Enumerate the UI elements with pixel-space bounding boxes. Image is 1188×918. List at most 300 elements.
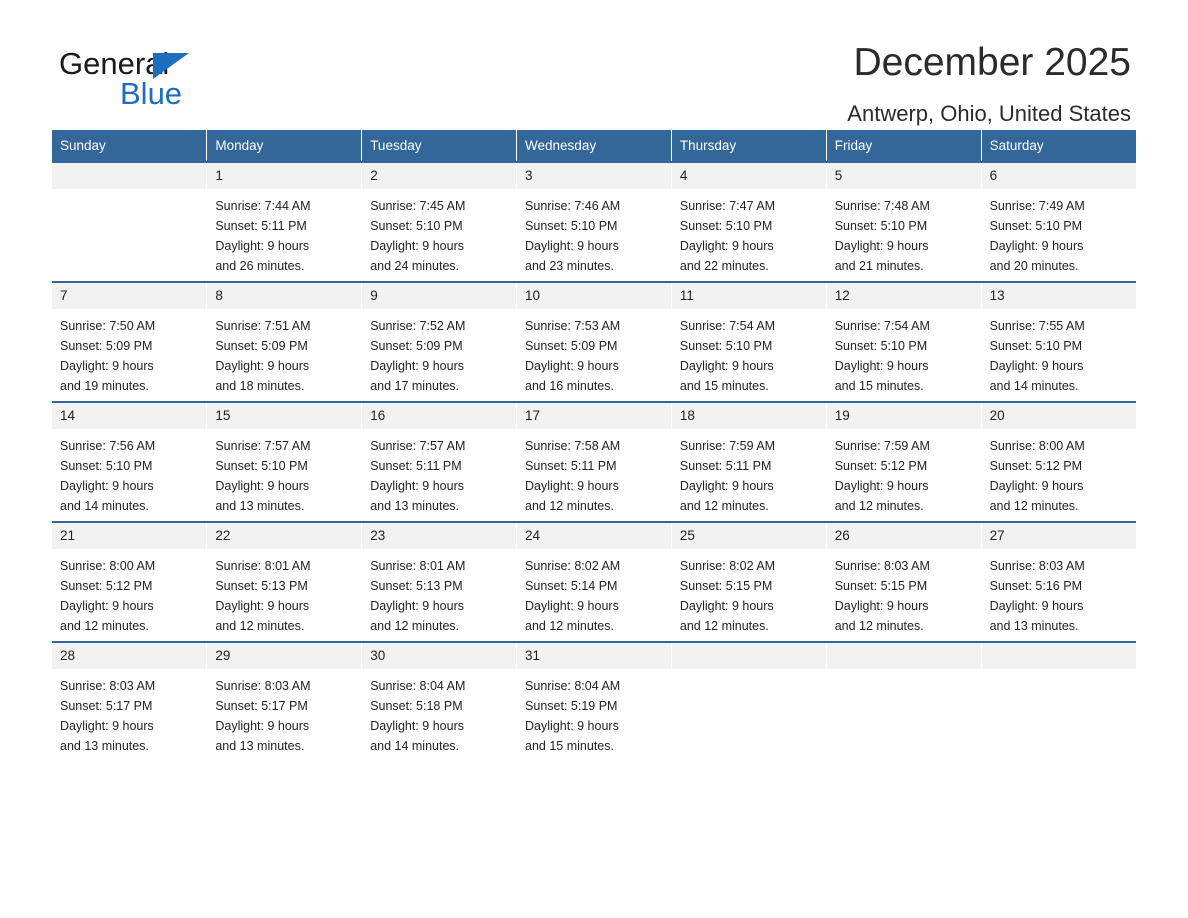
day-cell-content (827, 283, 981, 401)
day-info-daylight2: and 12 minutes. (679, 619, 769, 633)
day-number-band (827, 523, 981, 549)
calendar-day-cell[interactable] (517, 282, 672, 402)
day-info (207, 549, 361, 636)
day-number-band (982, 283, 1136, 309)
day-number-band (672, 403, 826, 429)
day-number: 18 (679, 408, 695, 423)
day-info-sunset: Sunset: 5:12 PM (989, 459, 1082, 473)
day-info (52, 429, 206, 516)
day-info (207, 429, 361, 516)
day-info-daylight1: Daylight: 9 hours (525, 719, 619, 733)
day-info-sunrise: Sunrise: 7:55 AM (989, 319, 1085, 333)
day-number-band (672, 283, 826, 309)
day-info (982, 309, 1136, 396)
day-info-sunset: Sunset: 5:10 PM (679, 339, 773, 353)
day-info-daylight2: and 13 minutes. (215, 499, 305, 513)
calendar-day-cell[interactable] (671, 162, 826, 282)
day-info (52, 309, 206, 396)
day-number: 23 (370, 528, 386, 543)
day-number: 21 (60, 528, 76, 543)
day-cell-content (982, 643, 1136, 761)
day-info-daylight1: Daylight: 9 hours (679, 479, 774, 493)
calendar-day-cell[interactable] (207, 162, 362, 282)
day-info-sunrise: Sunrise: 8:04 AM (525, 679, 621, 693)
page-header (52, 0, 1136, 126)
day-info-daylight2: and 14 minutes. (370, 739, 460, 753)
day-info-sunset: Sunset: 5:10 PM (989, 219, 1082, 233)
day-info (827, 189, 981, 276)
calendar-day-cell[interactable] (517, 402, 672, 522)
calendar-day-cell[interactable] (362, 402, 517, 522)
day-info-daylight1: Daylight: 9 hours (370, 479, 464, 493)
day-info (207, 309, 361, 396)
day-info-daylight2: and 12 minutes. (370, 619, 460, 633)
day-cell-content (517, 403, 671, 521)
day-info-sunset: Sunset: 5:16 PM (989, 579, 1082, 593)
day-info-daylight2: and 12 minutes. (215, 619, 305, 633)
day-info (517, 429, 671, 516)
day-number-band (207, 163, 361, 189)
day-number: 20 (989, 408, 1005, 423)
day-cell-content (672, 643, 826, 761)
day-info (672, 429, 826, 516)
day-info-sunrise: Sunrise: 7:58 AM (525, 439, 621, 453)
day-info-daylight2: and 14 minutes. (989, 379, 1079, 393)
day-cell-content (52, 523, 206, 641)
day-info (362, 669, 516, 756)
day-info-daylight1: Daylight: 9 hours (989, 239, 1084, 253)
day-info-sunrise: Sunrise: 7:52 AM (370, 319, 466, 333)
day-cell-content (827, 163, 981, 281)
day-info-sunrise: Sunrise: 7:57 AM (215, 439, 311, 453)
day-info-daylight2: and 23 minutes. (525, 259, 614, 273)
day-number-band (207, 523, 361, 549)
day-info (982, 549, 1136, 636)
day-cell-content (362, 643, 516, 761)
day-number-band (207, 283, 361, 309)
calendar-body (52, 162, 1136, 761)
day-info-daylight1: Daylight: 9 hours (989, 479, 1084, 493)
day-info-sunrise: Sunrise: 8:01 AM (215, 559, 311, 573)
day-number-band (517, 283, 671, 309)
calendar-day-cell[interactable] (362, 642, 517, 761)
day-info-sunset: Sunset: 5:10 PM (679, 219, 773, 233)
day-cell-content (517, 283, 671, 401)
day-cell-content (52, 643, 206, 761)
day-number-band (207, 403, 361, 429)
day-info-sunrise: Sunrise: 7:56 AM (60, 439, 156, 453)
day-info (362, 549, 516, 636)
day-cell-content (517, 163, 671, 281)
logo-text-blue: Blue (120, 76, 183, 111)
day-number-band (362, 283, 516, 309)
day-info-sunset: Sunset: 5:11 PM (525, 459, 617, 473)
day-info (362, 189, 516, 276)
day-number-band (52, 403, 206, 429)
day-info-sunrise: Sunrise: 7:54 AM (834, 319, 930, 333)
day-info-sunset: Sunset: 5:19 PM (525, 699, 618, 713)
day-info-daylight1: Daylight: 9 hours (525, 479, 619, 493)
day-cell-content (207, 283, 361, 401)
day-info-daylight1: Daylight: 9 hours (215, 359, 310, 373)
day-info (52, 549, 206, 636)
day-info-daylight2: and 12 minutes. (525, 499, 614, 513)
day-cell-content (207, 163, 361, 281)
day-number (827, 643, 981, 648)
day-info-sunrise: Sunrise: 7:54 AM (679, 319, 776, 333)
day-info (517, 309, 671, 396)
day-number: 13 (989, 288, 1005, 303)
day-info-daylight2: and 26 minutes. (215, 259, 305, 273)
day-info-daylight2: and 13 minutes. (989, 619, 1079, 633)
day-info-daylight2: and 12 minutes. (834, 619, 924, 633)
day-info-daylight2: and 14 minutes. (60, 499, 149, 513)
day-info-daylight1: Daylight: 9 hours (834, 479, 929, 493)
day-info-daylight2: and 12 minutes. (525, 619, 614, 633)
day-number: 3 (525, 168, 533, 183)
day-info-daylight1: Daylight: 9 hours (215, 719, 310, 733)
day-number-band (517, 163, 671, 189)
calendar-day-cell[interactable] (207, 642, 362, 761)
day-info-daylight1: Daylight: 9 hours (370, 719, 464, 733)
day-cell-content (672, 523, 826, 641)
day-number-band (982, 523, 1136, 549)
weekday-header-tuesday: Tuesday (362, 130, 517, 162)
day-number: 7 (60, 288, 68, 303)
day-cell-content (362, 163, 516, 281)
day-info-sunrise: Sunrise: 7:53 AM (525, 319, 621, 333)
day-info-sunrise: Sunrise: 8:03 AM (215, 679, 311, 693)
calendar-day-cell[interactable] (52, 282, 207, 402)
day-info-daylight1: Daylight: 9 hours (215, 239, 310, 253)
day-info (827, 429, 981, 516)
day-info-sunrise: Sunrise: 7:49 AM (989, 199, 1085, 213)
day-info-daylight2: and 12 minutes. (834, 499, 924, 513)
weekday-header-sunday: Sunday (52, 130, 207, 162)
day-info-daylight1: Daylight: 9 hours (834, 359, 929, 373)
day-cell-content (362, 403, 516, 521)
day-info-daylight1: Daylight: 9 hours (679, 359, 774, 373)
day-info-sunset: Sunset: 5:09 PM (60, 339, 153, 353)
day-number: 31 (525, 648, 541, 663)
day-info-daylight2: and 12 minutes. (679, 499, 769, 513)
day-number-band (517, 523, 671, 549)
calendar-day-cell[interactable] (826, 402, 981, 522)
day-number: 27 (989, 528, 1005, 543)
location-subtitle: Antwerp, Ohio, United States (847, 101, 1131, 126)
day-info-sunset: Sunset: 5:10 PM (215, 459, 308, 473)
day-info-daylight1: Daylight: 9 hours (525, 599, 619, 613)
day-cell-content (827, 403, 981, 521)
day-info (207, 189, 361, 276)
day-info-sunrise: Sunrise: 8:02 AM (525, 559, 621, 573)
day-info-sunrise: Sunrise: 7:45 AM (370, 199, 466, 213)
calendar-day-cell[interactable] (517, 522, 672, 642)
day-info-sunset: Sunset: 5:10 PM (525, 219, 618, 233)
day-info-sunrise: Sunrise: 7:47 AM (679, 199, 776, 213)
day-number: 12 (834, 288, 850, 303)
day-number-band (982, 643, 1136, 669)
day-info-sunrise: Sunrise: 7:46 AM (525, 199, 621, 213)
day-info-sunrise: Sunrise: 8:03 AM (834, 559, 930, 573)
day-number: 5 (834, 168, 843, 183)
day-info-daylight2: and 13 minutes. (60, 739, 149, 753)
logo-text-general: General (59, 46, 170, 81)
day-info-daylight2: and 18 minutes. (215, 379, 305, 393)
calendar-day-cell[interactable] (981, 162, 1136, 282)
day-number: 17 (525, 408, 541, 423)
calendar-day-cell[interactable] (981, 282, 1136, 402)
day-number: 19 (834, 408, 850, 423)
day-number-band (672, 163, 826, 189)
logo-triangle-icon (153, 53, 189, 79)
day-number: 29 (215, 648, 231, 663)
calendar-day-cell[interactable] (362, 522, 517, 642)
day-number-band (207, 643, 361, 669)
day-cell-content (982, 163, 1136, 281)
calendar-day-cell[interactable] (52, 402, 207, 522)
day-info-sunset: Sunset: 5:10 PM (989, 339, 1082, 353)
calendar-day-cell[interactable] (207, 522, 362, 642)
calendar-day-cell[interactable] (52, 642, 207, 761)
weekday-header-row (52, 130, 1136, 162)
day-info-sunset: Sunset: 5:10 PM (834, 339, 928, 353)
day-info-sunset: Sunset: 5:10 PM (60, 459, 153, 473)
day-number: 8 (215, 288, 223, 303)
day-number-band (52, 283, 206, 309)
day-number-band (827, 163, 981, 189)
day-number-band (827, 403, 981, 429)
day-number: 24 (525, 528, 541, 543)
weekday-header-saturday: Saturday (981, 130, 1136, 162)
day-info-sunset: Sunset: 5:15 PM (834, 579, 928, 593)
day-cell-content (207, 523, 361, 641)
day-info-sunrise: Sunrise: 7:50 AM (60, 319, 156, 333)
page-title: December 2025 (853, 41, 1131, 84)
calendar-day-cell[interactable] (517, 162, 672, 282)
day-info-daylight1: Daylight: 9 hours (60, 719, 154, 733)
day-info-daylight2: and 24 minutes. (370, 259, 460, 273)
calendar-table (52, 130, 1136, 761)
day-info-sunset: Sunset: 5:09 PM (215, 339, 308, 353)
title-block (847, 40, 1131, 129)
day-info-daylight1: Daylight: 9 hours (679, 239, 774, 253)
day-cell-content (517, 523, 671, 641)
day-info-daylight2: and 15 minutes. (525, 739, 614, 753)
day-cell-content (207, 643, 361, 761)
day-cell-content (672, 403, 826, 521)
calendar-week-row (52, 162, 1136, 282)
day-number-band (517, 643, 671, 669)
day-number: 22 (215, 528, 231, 543)
day-number: 6 (989, 168, 998, 183)
day-cell-content (982, 283, 1136, 401)
day-number: 26 (834, 528, 850, 543)
day-cell-content (52, 403, 206, 521)
day-number-band (362, 643, 516, 669)
calendar-empty-cell (52, 162, 207, 282)
day-info-sunset: Sunset: 5:12 PM (834, 459, 928, 473)
day-info-daylight2: and 15 minutes. (679, 379, 769, 393)
day-number: 16 (370, 408, 386, 423)
day-cell-content (827, 643, 981, 761)
day-info-daylight1: Daylight: 9 hours (525, 359, 619, 373)
calendar-day-cell[interactable] (826, 282, 981, 402)
calendar-day-cell[interactable] (517, 642, 672, 761)
day-info-daylight1: Daylight: 9 hours (989, 599, 1084, 613)
day-info-sunset: Sunset: 5:15 PM (679, 579, 773, 593)
day-cell-content (362, 283, 516, 401)
day-info-daylight1: Daylight: 9 hours (370, 599, 464, 613)
general-blue-logo[interactable] (59, 48, 319, 114)
calendar-day-cell[interactable] (207, 282, 362, 402)
calendar-empty-cell (826, 642, 981, 761)
day-number: 11 (679, 288, 694, 303)
day-number-band (982, 403, 1136, 429)
day-info (672, 549, 826, 636)
day-number: 28 (60, 648, 76, 663)
day-number-band (52, 523, 206, 549)
day-info-sunset: Sunset: 5:10 PM (834, 219, 928, 233)
day-info-sunset: Sunset: 5:11 PM (215, 219, 307, 233)
day-info-sunrise: Sunrise: 8:04 AM (370, 679, 466, 693)
day-info-sunrise: Sunrise: 7:44 AM (215, 199, 311, 213)
calendar-day-cell[interactable] (826, 522, 981, 642)
day-number: 14 (60, 408, 76, 423)
day-info (517, 669, 671, 756)
calendar-day-cell[interactable] (362, 162, 517, 282)
day-info-sunrise: Sunrise: 8:02 AM (679, 559, 776, 573)
day-info-daylight2: and 12 minutes. (989, 499, 1079, 513)
day-info-sunrise: Sunrise: 8:03 AM (989, 559, 1085, 573)
day-number-band (827, 283, 981, 309)
day-number: 30 (370, 648, 386, 663)
calendar-empty-cell (981, 642, 1136, 761)
day-info-daylight2: and 13 minutes. (370, 499, 460, 513)
day-cell-content (827, 523, 981, 641)
day-number-band (982, 163, 1136, 189)
day-info-sunrise: Sunrise: 7:57 AM (370, 439, 466, 453)
calendar-day-cell[interactable] (207, 402, 362, 522)
day-info (982, 429, 1136, 516)
day-info-daylight1: Daylight: 9 hours (834, 239, 929, 253)
day-info-sunrise: Sunrise: 8:03 AM (60, 679, 156, 693)
day-info-daylight2: and 17 minutes. (370, 379, 460, 393)
calendar-day-cell[interactable] (826, 162, 981, 282)
day-info-sunset: Sunset: 5:14 PM (525, 579, 618, 593)
day-info-daylight2: and 13 minutes. (215, 739, 305, 753)
day-info-sunrise: Sunrise: 7:48 AM (834, 199, 930, 213)
day-cell-content (517, 643, 671, 761)
day-info-daylight1: Daylight: 9 hours (60, 479, 154, 493)
calendar-day-cell[interactable] (362, 282, 517, 402)
day-info-sunset: Sunset: 5:17 PM (60, 699, 153, 713)
day-info-daylight2: and 21 minutes. (834, 259, 924, 273)
day-info-daylight1: Daylight: 9 hours (215, 599, 310, 613)
day-cell-content (672, 283, 826, 401)
calendar-day-cell[interactable] (671, 402, 826, 522)
day-cell-content (362, 523, 516, 641)
day-number (672, 643, 826, 648)
day-cell-content (52, 163, 206, 281)
day-info-sunrise: Sunrise: 7:59 AM (679, 439, 776, 453)
day-cell-content (207, 403, 361, 521)
day-number-band (362, 403, 516, 429)
calendar-day-cell[interactable] (981, 522, 1136, 642)
day-info-daylight2: and 20 minutes. (989, 259, 1079, 273)
day-cell-content (52, 283, 206, 401)
day-info (982, 189, 1136, 276)
calendar-week-row (52, 642, 1136, 761)
day-info-sunrise: Sunrise: 7:51 AM (215, 319, 311, 333)
day-number (982, 643, 1136, 648)
day-info-daylight1: Daylight: 9 hours (525, 239, 619, 253)
calendar-day-cell[interactable] (52, 522, 207, 642)
day-info-sunset: Sunset: 5:11 PM (370, 459, 462, 473)
day-number: 2 (370, 168, 378, 183)
day-info-daylight2: and 19 minutes. (60, 379, 149, 393)
day-number-band (362, 523, 516, 549)
day-info (672, 189, 826, 276)
day-number: 9 (370, 288, 378, 303)
day-info (827, 549, 981, 636)
day-number: 10 (525, 288, 541, 303)
day-cell-content (982, 403, 1136, 521)
day-number-band (517, 403, 671, 429)
day-info-daylight2: and 15 minutes. (834, 379, 924, 393)
day-info (52, 669, 206, 756)
day-info-sunset: Sunset: 5:11 PM (679, 459, 772, 473)
day-number-band (52, 643, 206, 669)
weekday-header-friday: Friday (826, 130, 981, 162)
day-info-sunset: Sunset: 5:13 PM (215, 579, 308, 593)
day-info-daylight1: Daylight: 9 hours (834, 599, 929, 613)
day-info (517, 549, 671, 636)
day-info-sunrise: Sunrise: 7:59 AM (834, 439, 930, 453)
day-info-sunset: Sunset: 5:18 PM (370, 699, 463, 713)
day-info (672, 309, 826, 396)
day-info-daylight1: Daylight: 9 hours (679, 599, 774, 613)
day-info (362, 429, 516, 516)
day-info (207, 669, 361, 756)
day-info-daylight1: Daylight: 9 hours (370, 239, 464, 253)
day-info-daylight1: Daylight: 9 hours (370, 359, 464, 373)
day-number-band (362, 163, 516, 189)
day-number-band (672, 643, 826, 669)
day-info-sunrise: Sunrise: 8:00 AM (989, 439, 1085, 453)
calendar-day-cell[interactable] (671, 282, 826, 402)
day-info-daylight1: Daylight: 9 hours (60, 599, 154, 613)
day-number-band (672, 523, 826, 549)
day-info-sunset: Sunset: 5:09 PM (370, 339, 463, 353)
day-number: 1 (215, 168, 223, 183)
day-info-sunset: Sunset: 5:12 PM (60, 579, 153, 593)
day-info-daylight1: Daylight: 9 hours (60, 359, 154, 373)
calendar-day-cell[interactable] (981, 402, 1136, 522)
calendar-day-cell[interactable] (671, 522, 826, 642)
day-info-daylight2: and 22 minutes. (679, 259, 769, 273)
day-info-daylight2: and 16 minutes. (525, 379, 614, 393)
day-info-daylight1: Daylight: 9 hours (989, 359, 1084, 373)
calendar-week-row (52, 282, 1136, 402)
day-number-band (52, 163, 206, 189)
calendar-week-row (52, 522, 1136, 642)
day-info (517, 189, 671, 276)
day-number (52, 163, 206, 168)
day-info-daylight1: Daylight: 9 hours (215, 479, 310, 493)
day-info-daylight2: and 12 minutes. (60, 619, 149, 633)
day-info-sunset: Sunset: 5:10 PM (370, 219, 463, 233)
